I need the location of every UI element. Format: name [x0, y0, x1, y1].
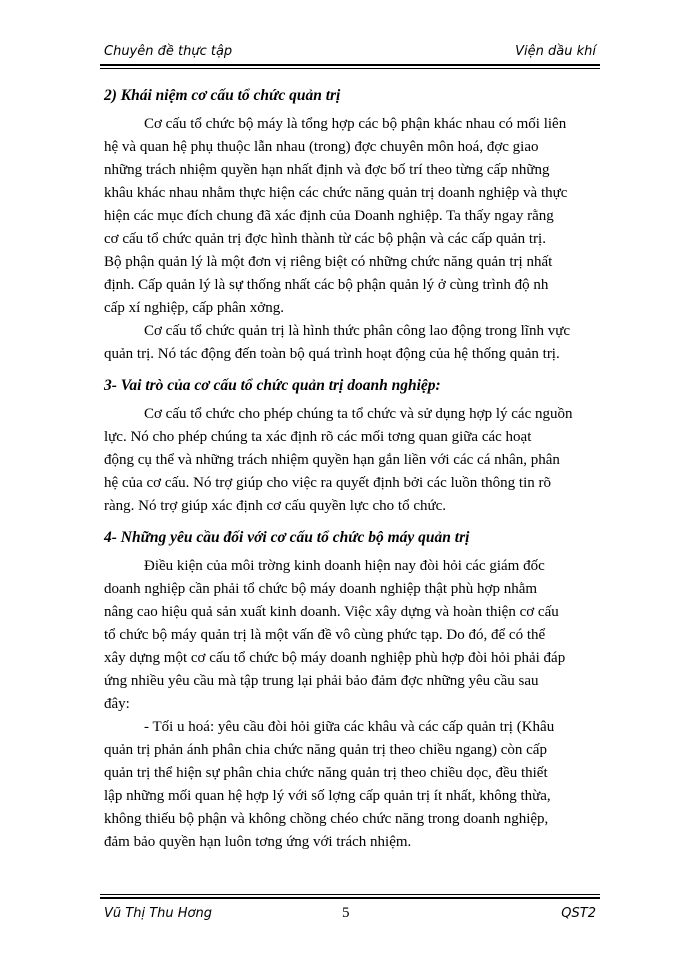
text-line: hệ của cơ cấu. Nó trợ giúp cho việc ra quyết định bởi các luồn thông tin rõ: [104, 475, 551, 491]
text-line: không thiếu bộ phận và không chồng chéo chức năng trong doanh nghiệp,: [104, 811, 549, 827]
document-body: [104, 76, 600, 854]
text-line: Bộ phận quản lý là một đơn vị riêng biệt có những chức năng quản trị nhất: [104, 254, 553, 270]
header-left: Chuyên đề thực tập: [104, 44, 233, 59]
footer-rule-thick: [100, 897, 600, 899]
text-line: đảm bảo quyền hạn luôn tơng ứng với trách nhiệm.: [104, 834, 412, 850]
text-line: quản trị. Nó tác động đến toàn bộ quá trình hoạt động của hệ thống quản trị.: [104, 346, 560, 362]
text-line: ứng nhiều yêu cầu mà tập trung lại phải bảo đảm đợc những yêu cầu sau: [104, 673, 539, 689]
text-line: lực. Nó cho phép chúng ta xác định rõ các mối tơng quan giữa các hoạt: [104, 429, 532, 445]
text-line: Điều kiện của môi trờng kinh doanh hiện nay đòi hỏi các giám đốc: [144, 558, 545, 574]
header-rule-thick: [100, 64, 600, 66]
footer-author: Vũ Thị Thu Hơng: [104, 906, 212, 921]
text-line: nâng cao hiệu quả sản xuất kinh doanh. Việc xây dựng và hoàn thiện cơ cấu: [104, 604, 559, 620]
text-line: xây dựng một cơ cấu tổ chức bộ máy doanh nghiệp phù hợp đòi hỏi phải đáp: [104, 650, 566, 666]
footer-right: QST2: [561, 906, 596, 921]
text-line: Cơ cấu tổ chức cho phép chúng ta tổ chức và sử dụng hợp lý các nguồn: [144, 406, 573, 422]
paragraph: [104, 113, 600, 320]
text-line: động cụ thể và những trách nhiệm quyền hạn gắn liền với các cá nhân, phân: [104, 452, 560, 468]
text-line: quản trị phản ánh phân chia chức năng quản trị theo chiều ngang) còn cấp: [104, 742, 547, 758]
page-header: [104, 44, 596, 59]
section-heading: 3- Vai trò của cơ cấu tổ chức quản trị doanh nghiệp:: [104, 377, 441, 394]
text-line: cơ cấu tổ chức quản trị đợc hình thành từ các bộ phận và các cấp quản trị.: [104, 231, 546, 247]
text-line: đây:: [104, 696, 130, 712]
text-line: những trách nhiệm quyền hạn nhất định và đợc bố trí theo từng cấp những: [104, 162, 550, 178]
text-line: hiện các mục đích chung đã xác định của Doanh nghiệp. Ta thấy ngay rằng: [104, 208, 554, 224]
text-line: - Tối u hoá: yêu cầu đòi hỏi giữa các khâu và các cấp quản trị (Khâu: [144, 719, 555, 735]
paragraph: [104, 403, 600, 518]
text-line: định. Cấp quản lý là sự thống nhất các bộ phận quản lý ở cùng trình độ nh: [104, 277, 549, 293]
section-heading: 2) Khái niệm cơ cấu tổ chức quản trị: [104, 87, 341, 104]
section-heading: 4- Những yêu cầu đối với cơ cấu tổ chức bộ máy quản trị: [104, 529, 470, 546]
text-line: ràng. Nó trợ giúp xác định cơ cấu quyền lực cho tổ chức.: [104, 498, 447, 514]
text-line: cấp xí nghiệp, cấp phân xởng.: [104, 300, 284, 316]
text-line: doanh nghiệp cần phải tổ chức bộ máy doanh nghiệp thật phù hợp nhằm: [104, 581, 538, 597]
paragraph: [104, 555, 600, 716]
paragraph: [104, 320, 600, 366]
footer-rule-thin: [100, 894, 600, 895]
page-number: 5: [342, 905, 350, 921]
text-line: khâu khác nhau nhằm thực hiện các chức năng quản trị doanh nghiệp và thực: [104, 185, 568, 201]
header-rule-thin: [100, 68, 600, 69]
header-right: Viện dầu khí: [515, 44, 596, 59]
text-line: tổ chức bộ máy quản trị là một vấn đề vô cùng phức tạp. Do đó, để có thể: [104, 627, 546, 643]
paragraph: [104, 716, 600, 854]
text-line: Cơ cấu tổ chức quản trị là hình thức phân công lao động trong lĩnh vực: [144, 323, 570, 339]
text-line: quản trị thể hiện sự phân chia chức năng quản trị theo chiều dọc, đều thiết: [104, 765, 548, 781]
text-line: lập những mối quan hệ hợp lý với số lợng cấp quản trị ít nhất, không thừa,: [104, 788, 551, 804]
text-line: Cơ cấu tổ chức bộ máy là tổng hợp các bộ phận khác nhau có mối liên: [144, 116, 567, 132]
text-line: hệ và quan hệ phụ thuộc lẫn nhau (trong) đợc chuyên môn hoá, đợc giao: [104, 139, 539, 155]
